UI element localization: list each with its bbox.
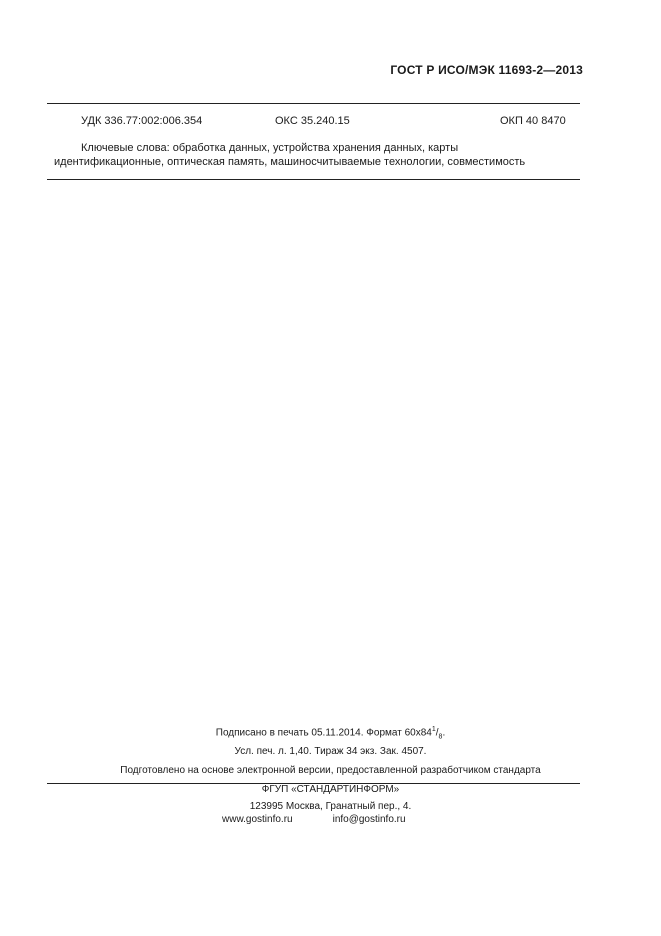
keywords-line-2: идентификационные, оптическая память, машиносчитываемые технологии, совместимость — [54, 156, 526, 168]
bottom-divider — [47, 179, 580, 180]
udk-code: УДК 336.77:002:006.354 — [81, 115, 203, 127]
signed-text: Подписано в печать 05.11.2014. Формат 60x84 — [215, 727, 432, 739]
publisher-name: ФГУП «СТАНДАРТИНФОРМ» — [261, 784, 400, 795]
format-suffix: . — [442, 727, 446, 739]
keywords-block — [54, 141, 574, 169]
standard-code: ГОСТ Р ИСО/МЭК 11693-2—2013 — [390, 63, 583, 77]
print-info: Усл. печ. л. 1,40. Тираж 34 экз. Зак. 4507. — [234, 746, 427, 757]
format-numerator: 1 — [431, 726, 436, 733]
format-denominator: 8 — [438, 733, 443, 741]
signed-for-print: Подписано в печать 05.11.2014. Формат $60x84^1/_8$. — [215, 726, 446, 741]
top-divider — [47, 103, 580, 104]
publisher-contacts — [222, 814, 406, 825]
publisher-address: 123995 Москва, Гранатный пер., 4. — [249, 801, 412, 812]
website-link[interactable]: www.gostinfo.ru — [222, 814, 293, 825]
oks-code: ОКС 35.240.15 — [275, 115, 350, 127]
keywords-line-1: Ключевые слова: обработка данных, устройства хранения данных, карты — [81, 142, 459, 154]
okp-code: ОКП 40 8470 — [500, 115, 566, 127]
email-link[interactable]: info@gostinfo.ru — [332, 814, 406, 825]
prepared-note: Подготовлено на основе электронной версии, предоставленной разработчиком стандарта — [120, 765, 541, 776]
